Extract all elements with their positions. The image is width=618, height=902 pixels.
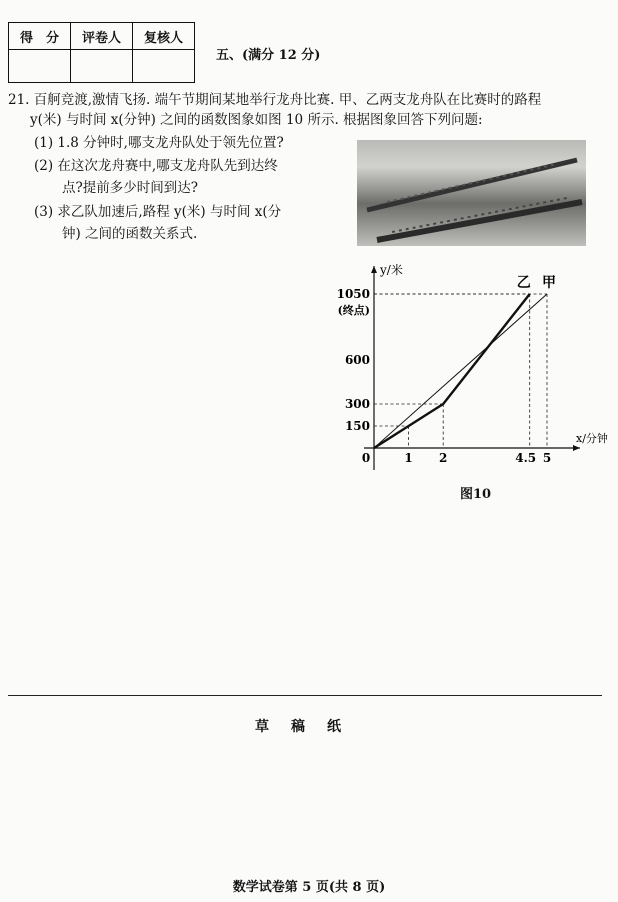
part-3: (3) 求乙队加速后,路程 y(米) 与时间 x(分 bbox=[34, 204, 282, 220]
dragon-boat-illustration bbox=[357, 140, 586, 246]
axis-labels bbox=[337, 262, 608, 465]
series-label-yi: 乙 bbox=[516, 274, 531, 291]
part-2: (2) 在这次龙舟赛中,哪支龙舟队先到达终 bbox=[34, 158, 278, 174]
y-tick-label: 150 bbox=[344, 418, 370, 433]
y-axis-arrow bbox=[371, 266, 377, 273]
part-3-cont: 钟) 之间的函数关系式. bbox=[62, 226, 198, 242]
draft-paper-title: 草稿纸 bbox=[255, 719, 363, 735]
section-title: 五、(满分 12 分) bbox=[216, 48, 321, 63]
endpoint-note: (终点) bbox=[337, 303, 370, 317]
divider bbox=[8, 695, 602, 696]
part-1: (1) 1.8 分钟时,哪支龙舟队处于领先位置? bbox=[34, 135, 284, 151]
figure-caption: 图10 bbox=[460, 487, 492, 502]
reviewer-header: 复核人 bbox=[133, 23, 195, 50]
y-tick-label: 1050 bbox=[336, 286, 370, 301]
series-label-jia: 甲 bbox=[542, 274, 556, 291]
x-axis-arrow bbox=[573, 445, 580, 451]
y-tick-label: 300 bbox=[344, 396, 370, 411]
x-tick-label: 5 bbox=[542, 451, 552, 465]
series-lines bbox=[374, 294, 547, 448]
y-tick-label: 600 bbox=[344, 352, 370, 367]
x-tick-label: 4.5 bbox=[515, 451, 537, 465]
page-footer: 数学试卷第 5 页(共 8 页) bbox=[232, 880, 386, 895]
function-graph bbox=[330, 258, 608, 508]
x-tick-label: 2 bbox=[439, 451, 448, 465]
grader-cell[interactable] bbox=[71, 50, 133, 83]
question-line-1: 21. 百舸竞渡,激情飞扬. 端午节期间某地举行龙舟比赛. 甲、乙两支龙舟队在比赛时的路程 bbox=[8, 92, 542, 108]
reviewer-cell[interactable] bbox=[133, 50, 195, 83]
score-header: 得 分 bbox=[9, 23, 71, 50]
part-2-cont: 点?提前多少时间到达? bbox=[62, 180, 198, 196]
question-line-2: y(米) 与时间 x(分钟) 之间的函数图象如图 10 所示. 根据图象回答下列问题: bbox=[30, 112, 483, 128]
series-line-yi bbox=[374, 294, 530, 448]
grader-header: 评卷人 bbox=[71, 23, 133, 50]
origin-label: 0 bbox=[361, 451, 371, 465]
score-cell[interactable] bbox=[9, 50, 71, 83]
series-line-jia bbox=[374, 294, 547, 448]
x-axis-title: x/分钟 bbox=[576, 432, 608, 445]
dragon-boat-photo bbox=[357, 140, 586, 246]
score-table bbox=[8, 22, 195, 83]
y-axis-title: y/米 bbox=[380, 263, 403, 277]
x-tick-label: 1 bbox=[404, 451, 413, 465]
